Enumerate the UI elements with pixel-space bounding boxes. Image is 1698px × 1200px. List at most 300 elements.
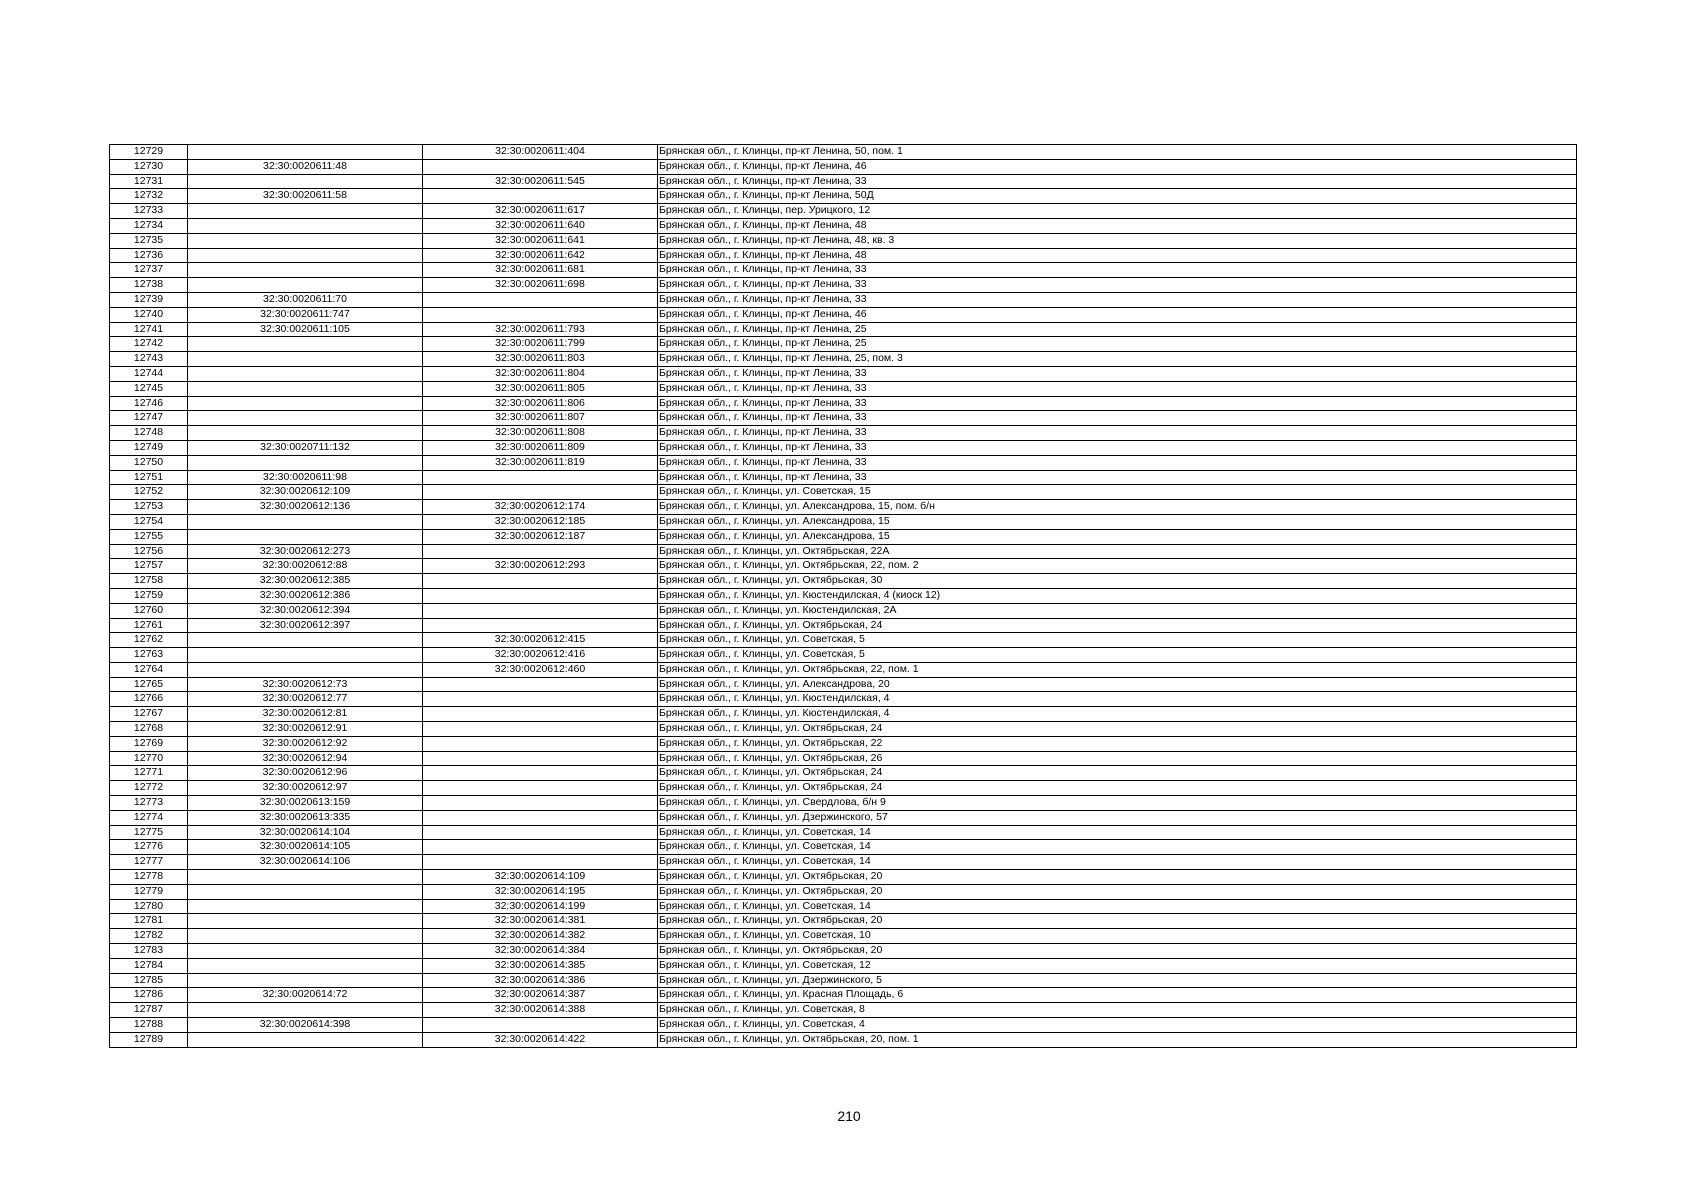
building-cadastral-number-cell: 32:30:0020614:381 <box>423 914 658 929</box>
land-cadastral-number-cell: 32:30:0020611:48 <box>188 159 423 174</box>
building-cadastral-number-cell: 32:30:0020614:109 <box>423 870 658 885</box>
address-cell: Брянская обл., г. Клинцы, ул. Октябрьская, 20 <box>658 870 1577 885</box>
land-cadastral-number-cell <box>188 529 423 544</box>
building-cadastral-number-cell: 32:30:0020611:819 <box>423 455 658 470</box>
table-row <box>110 884 1577 899</box>
address-cell: Брянская обл., г. Клинцы, ул. Советская, 5 <box>658 648 1577 663</box>
building-cadastral-number-cell: 32:30:0020614:384 <box>423 944 658 959</box>
building-cadastral-number-cell: 32:30:0020611:799 <box>423 337 658 352</box>
table-row <box>110 899 1577 914</box>
table-row <box>110 810 1577 825</box>
table-row <box>110 588 1577 603</box>
land-cadastral-number-cell <box>188 381 423 396</box>
building-cadastral-number-cell: 32:30:0020614:195 <box>423 884 658 899</box>
land-cadastral-number-cell: 32:30:0020613:335 <box>188 810 423 825</box>
land-cadastral-number-cell <box>188 352 423 367</box>
table-row <box>110 292 1577 307</box>
address-cell: Брянская обл., г. Клинцы, ул. Октябрьская, 24 <box>658 618 1577 633</box>
building-cadastral-number-cell <box>423 722 658 737</box>
address-cell: Брянская обл., г. Клинцы, пр-кт Ленина, 50, пом. 1 <box>658 145 1577 160</box>
row-number-cell: 12730 <box>110 159 188 174</box>
address-cell: Брянская обл., г. Клинцы, пр-кт Ленина, 48, кв. 3 <box>658 233 1577 248</box>
land-cadastral-number-cell <box>188 337 423 352</box>
address-cell: Брянская обл., г. Клинцы, пр-кт Ленина, 25 <box>658 322 1577 337</box>
land-cadastral-number-cell <box>188 145 423 160</box>
table-row <box>110 736 1577 751</box>
row-number-cell: 12773 <box>110 796 188 811</box>
row-number-cell: 12788 <box>110 1018 188 1033</box>
building-cadastral-number-cell <box>423 855 658 870</box>
row-number-cell: 12754 <box>110 514 188 529</box>
row-number-cell: 12742 <box>110 337 188 352</box>
building-cadastral-number-cell <box>423 751 658 766</box>
address-cell: Брянская обл., г. Клинцы, ул. Октябрьская, 24 <box>658 766 1577 781</box>
land-cadastral-number-cell: 32:30:0020611:105 <box>188 322 423 337</box>
address-cell: Брянская обл., г. Клинцы, пр-кт Ленина, 50Д <box>658 189 1577 204</box>
land-cadastral-number-cell: 32:30:0020612:397 <box>188 618 423 633</box>
address-cell: Брянская обл., г. Клинцы, пр-кт Ленина, 33 <box>658 455 1577 470</box>
table-row <box>110 929 1577 944</box>
row-number-cell: 12774 <box>110 810 188 825</box>
table-row <box>110 692 1577 707</box>
address-cell: Брянская обл., г. Клинцы, пр-кт Ленина, 46 <box>658 307 1577 322</box>
land-cadastral-number-cell <box>188 263 423 278</box>
row-number-cell: 12743 <box>110 352 188 367</box>
row-number-cell: 12756 <box>110 544 188 559</box>
row-number-cell: 12781 <box>110 914 188 929</box>
table-row <box>110 633 1577 648</box>
address-cell: Брянская обл., г. Клинцы, ул. Кюстендилская, 4 (киоск 12) <box>658 588 1577 603</box>
building-cadastral-number-cell: 32:30:0020611:617 <box>423 204 658 219</box>
table-body <box>110 145 1577 1048</box>
address-cell: Брянская обл., г. Клинцы, пр-кт Ленина, 25, пом. 3 <box>658 352 1577 367</box>
land-cadastral-number-cell <box>188 514 423 529</box>
table-row <box>110 233 1577 248</box>
row-number-cell: 12771 <box>110 766 188 781</box>
row-number-cell: 12747 <box>110 411 188 426</box>
land-cadastral-number-cell <box>188 944 423 959</box>
address-cell: Брянская обл., г. Клинцы, пр-кт Ленина, 33 <box>658 470 1577 485</box>
land-cadastral-number-cell: 32:30:0020612:77 <box>188 692 423 707</box>
row-number-cell: 12769 <box>110 736 188 751</box>
address-cell: Брянская обл., г. Клинцы, пр-кт Ленина, 33 <box>658 426 1577 441</box>
row-number-cell: 12766 <box>110 692 188 707</box>
building-cadastral-number-cell <box>423 544 658 559</box>
row-number-cell: 12760 <box>110 603 188 618</box>
building-cadastral-number-cell: 32:30:0020611:806 <box>423 396 658 411</box>
address-cell: Брянская обл., г. Клинцы, ул. Дзержинского, 5 <box>658 973 1577 988</box>
land-cadastral-number-cell <box>188 929 423 944</box>
land-cadastral-number-cell <box>188 366 423 381</box>
building-cadastral-number-cell <box>423 574 658 589</box>
address-cell: Брянская обл., г. Клинцы, ул. Октябрьская, 24 <box>658 722 1577 737</box>
table-row <box>110 825 1577 840</box>
table-row <box>110 352 1577 367</box>
land-cadastral-number-cell <box>188 884 423 899</box>
address-cell: Брянская обл., г. Клинцы, ул. Октябрьская, 24 <box>658 781 1577 796</box>
table-row <box>110 662 1577 677</box>
land-cadastral-number-cell <box>188 899 423 914</box>
row-number-cell: 12750 <box>110 455 188 470</box>
land-cadastral-number-cell <box>188 1032 423 1047</box>
building-cadastral-number-cell <box>423 1018 658 1033</box>
building-cadastral-number-cell: 32:30:0020614:387 <box>423 988 658 1003</box>
row-number-cell: 12738 <box>110 278 188 293</box>
table-row <box>110 559 1577 574</box>
row-number-cell: 12732 <box>110 189 188 204</box>
table-row <box>110 751 1577 766</box>
building-cadastral-number-cell <box>423 840 658 855</box>
building-cadastral-number-cell <box>423 825 658 840</box>
land-cadastral-number-cell <box>188 248 423 263</box>
row-number-cell: 12767 <box>110 707 188 722</box>
table-row <box>110 248 1577 263</box>
row-number-cell: 12764 <box>110 662 188 677</box>
table-row <box>110 973 1577 988</box>
table-row <box>110 1003 1577 1018</box>
building-cadastral-number-cell <box>423 485 658 500</box>
table-row <box>110 307 1577 322</box>
land-cadastral-number-cell: 32:30:0020611:70 <box>188 292 423 307</box>
address-cell: Брянская обл., г. Клинцы, ул. Советская, 8 <box>658 1003 1577 1018</box>
building-cadastral-number-cell: 32:30:0020614:385 <box>423 958 658 973</box>
address-cell: Брянская обл., г. Клинцы, пр-кт Ленина, 33 <box>658 440 1577 455</box>
address-cell: Брянская обл., г. Клинцы, ул. Советская, 5 <box>658 633 1577 648</box>
address-cell: Брянская обл., г. Клинцы, пр-кт Ленина, 33 <box>658 292 1577 307</box>
row-number-cell: 12772 <box>110 781 188 796</box>
building-cadastral-number-cell <box>423 588 658 603</box>
building-cadastral-number-cell: 32:30:0020612:293 <box>423 559 658 574</box>
building-cadastral-number-cell: 32:30:0020612:416 <box>423 648 658 663</box>
row-number-cell: 12745 <box>110 381 188 396</box>
land-cadastral-number-cell: 32:30:0020612:386 <box>188 588 423 603</box>
table-row <box>110 574 1577 589</box>
address-cell: Брянская обл., г. Клинцы, пр-кт Ленина, 33 <box>658 263 1577 278</box>
row-number-cell: 12786 <box>110 988 188 1003</box>
row-number-cell: 12753 <box>110 500 188 515</box>
building-cadastral-number-cell: 32:30:0020612:185 <box>423 514 658 529</box>
row-number-cell: 12758 <box>110 574 188 589</box>
building-cadastral-number-cell: 32:30:0020611:808 <box>423 426 658 441</box>
row-number-cell: 12733 <box>110 204 188 219</box>
page-number: 210 <box>837 1108 861 1124</box>
table-row <box>110 145 1577 160</box>
building-cadastral-number-cell <box>423 810 658 825</box>
land-cadastral-number-cell: 32:30:0020612:136 <box>188 500 423 515</box>
row-number-cell: 12737 <box>110 263 188 278</box>
building-cadastral-number-cell <box>423 159 658 174</box>
table-row <box>110 337 1577 352</box>
land-cadastral-number-cell: 32:30:0020612:96 <box>188 766 423 781</box>
building-cadastral-number-cell: 32:30:0020612:174 <box>423 500 658 515</box>
address-cell: Брянская обл., г. Клинцы, ул. Октябрьская, 20, пом. 1 <box>658 1032 1577 1047</box>
address-cell: Брянская обл., г. Клинцы, пр-кт Ленина, 46 <box>658 159 1577 174</box>
row-number-cell: 12784 <box>110 958 188 973</box>
address-cell: Брянская обл., г. Клинцы, ул. Александрова, 20 <box>658 677 1577 692</box>
land-cadastral-number-cell: 32:30:0020612:394 <box>188 603 423 618</box>
table-row <box>110 485 1577 500</box>
address-cell: Брянская обл., г. Клинцы, пр-кт Ленина, 33 <box>658 396 1577 411</box>
row-number-cell: 12759 <box>110 588 188 603</box>
table-row <box>110 514 1577 529</box>
table-row <box>110 781 1577 796</box>
land-cadastral-number-cell: 32:30:0020614:72 <box>188 988 423 1003</box>
building-cadastral-number-cell: 32:30:0020614:382 <box>423 929 658 944</box>
row-number-cell: 12748 <box>110 426 188 441</box>
row-number-cell: 12765 <box>110 677 188 692</box>
land-cadastral-number-cell <box>188 1003 423 1018</box>
address-cell: Брянская обл., г. Клинцы, ул. Октябрьская, 22, пом. 1 <box>658 662 1577 677</box>
building-cadastral-number-cell <box>423 292 658 307</box>
building-cadastral-number-cell <box>423 307 658 322</box>
row-number-cell: 12789 <box>110 1032 188 1047</box>
land-cadastral-number-cell: 32:30:0020612:81 <box>188 707 423 722</box>
address-cell: Брянская обл., г. Клинцы, пр-кт Ленина, 48 <box>658 248 1577 263</box>
land-cadastral-number-cell <box>188 233 423 248</box>
table-row <box>110 766 1577 781</box>
table-row <box>110 958 1577 973</box>
table-row <box>110 455 1577 470</box>
building-cadastral-number-cell <box>423 707 658 722</box>
address-cell: Брянская обл., г. Клинцы, пер. Урицкого, 12 <box>658 204 1577 219</box>
land-cadastral-number-cell: 32:30:0020612:91 <box>188 722 423 737</box>
building-cadastral-number-cell: 32:30:0020612:415 <box>423 633 658 648</box>
address-cell: Брянская обл., г. Клинцы, ул. Кюстендилская, 2А <box>658 603 1577 618</box>
row-number-cell: 12783 <box>110 944 188 959</box>
address-cell: Брянская обл., г. Клинцы, ул. Советская, 4 <box>658 1018 1577 1033</box>
building-cadastral-number-cell: 32:30:0020611:640 <box>423 218 658 233</box>
row-number-cell: 12770 <box>110 751 188 766</box>
row-number-cell: 12787 <box>110 1003 188 1018</box>
row-number-cell: 12740 <box>110 307 188 322</box>
address-cell: Брянская обл., г. Клинцы, ул. Советская, 15 <box>658 485 1577 500</box>
table-row <box>110 174 1577 189</box>
table-row <box>110 618 1577 633</box>
land-cadastral-number-cell: 32:30:0020612:97 <box>188 781 423 796</box>
address-cell: Брянская обл., г. Клинцы, ул. Октябрьская, 20 <box>658 914 1577 929</box>
building-cadastral-number-cell <box>423 781 658 796</box>
land-cadastral-number-cell: 32:30:0020613:159 <box>188 796 423 811</box>
building-cadastral-number-cell: 32:30:0020611:807 <box>423 411 658 426</box>
table-row <box>110 411 1577 426</box>
land-cadastral-number-cell <box>188 426 423 441</box>
building-cadastral-number-cell: 32:30:0020614:199 <box>423 899 658 914</box>
table-row <box>110 440 1577 455</box>
cadastral-table <box>109 144 1577 1048</box>
building-cadastral-number-cell <box>423 618 658 633</box>
land-cadastral-number-cell <box>188 870 423 885</box>
row-number-cell: 12731 <box>110 174 188 189</box>
building-cadastral-number-cell: 32:30:0020611:793 <box>423 322 658 337</box>
table-row <box>110 544 1577 559</box>
land-cadastral-number-cell: 32:30:0020612:385 <box>188 574 423 589</box>
address-cell: Брянская обл., г. Клинцы, ул. Октябрьская, 20 <box>658 884 1577 899</box>
building-cadastral-number-cell: 32:30:0020611:698 <box>423 278 658 293</box>
row-number-cell: 12782 <box>110 929 188 944</box>
row-number-cell: 12755 <box>110 529 188 544</box>
building-cadastral-number-cell <box>423 470 658 485</box>
table-row <box>110 840 1577 855</box>
land-cadastral-number-cell: 32:30:0020612:88 <box>188 559 423 574</box>
address-cell: Брянская обл., г. Клинцы, ул. Октябрьская, 22 <box>658 736 1577 751</box>
address-cell: Брянская обл., г. Клинцы, ул. Октябрьская, 22, пом. 2 <box>658 559 1577 574</box>
building-cadastral-number-cell <box>423 603 658 618</box>
building-cadastral-number-cell: 32:30:0020614:386 <box>423 973 658 988</box>
row-number-cell: 12761 <box>110 618 188 633</box>
row-number-cell: 12778 <box>110 870 188 885</box>
address-cell: Брянская обл., г. Клинцы, пр-кт Ленина, 48 <box>658 218 1577 233</box>
table-row <box>110 988 1577 1003</box>
building-cadastral-number-cell: 32:30:0020611:804 <box>423 366 658 381</box>
row-number-cell: 12744 <box>110 366 188 381</box>
address-cell: Брянская обл., г. Клинцы, пр-кт Ленина, 33 <box>658 366 1577 381</box>
row-number-cell: 12779 <box>110 884 188 899</box>
address-cell: Брянская обл., г. Клинцы, ул. Советская, 10 <box>658 929 1577 944</box>
building-cadastral-number-cell <box>423 677 658 692</box>
land-cadastral-number-cell: 32:30:0020611:58 <box>188 189 423 204</box>
address-cell: Брянская обл., г. Клинцы, ул. Советская, 14 <box>658 840 1577 855</box>
building-cadastral-number-cell <box>423 766 658 781</box>
land-cadastral-number-cell <box>188 411 423 426</box>
table-row <box>110 263 1577 278</box>
building-cadastral-number-cell: 32:30:0020612:187 <box>423 529 658 544</box>
address-cell: Брянская обл., г. Клинцы, ул. Александрова, 15 <box>658 529 1577 544</box>
building-cadastral-number-cell <box>423 189 658 204</box>
address-cell: Брянская обл., г. Клинцы, ул. Октябрьская, 30 <box>658 574 1577 589</box>
land-cadastral-number-cell: 32:30:0020612:94 <box>188 751 423 766</box>
address-cell: Брянская обл., г. Клинцы, пр-кт Ленина, 25 <box>658 337 1577 352</box>
building-cadastral-number-cell: 32:30:0020614:388 <box>423 1003 658 1018</box>
building-cadastral-number-cell: 32:30:0020611:545 <box>423 174 658 189</box>
table-row <box>110 944 1577 959</box>
building-cadastral-number-cell: 32:30:0020611:809 <box>423 440 658 455</box>
row-number-cell: 12749 <box>110 440 188 455</box>
building-cadastral-number-cell: 32:30:0020611:805 <box>423 381 658 396</box>
row-number-cell: 12775 <box>110 825 188 840</box>
land-cadastral-number-cell: 32:30:0020611:98 <box>188 470 423 485</box>
address-cell: Брянская обл., г. Клинцы, ул. Советская, 14 <box>658 825 1577 840</box>
row-number-cell: 12752 <box>110 485 188 500</box>
table-row <box>110 870 1577 885</box>
address-cell: Брянская обл., г. Клинцы, ул. Советская, 14 <box>658 899 1577 914</box>
land-cadastral-number-cell <box>188 204 423 219</box>
building-cadastral-number-cell: 32:30:0020611:642 <box>423 248 658 263</box>
address-cell: Брянская обл., г. Клинцы, ул. Октябрьская, 20 <box>658 944 1577 959</box>
land-cadastral-number-cell <box>188 648 423 663</box>
table-row <box>110 677 1577 692</box>
land-cadastral-number-cell: 32:30:0020614:106 <box>188 855 423 870</box>
address-cell: Брянская обл., г. Клинцы, ул. Александрова, 15 <box>658 514 1577 529</box>
land-cadastral-number-cell: 32:30:0020612:92 <box>188 736 423 751</box>
land-cadastral-number-cell: 32:30:0020612:273 <box>188 544 423 559</box>
building-cadastral-number-cell <box>423 796 658 811</box>
land-cadastral-number-cell <box>188 455 423 470</box>
table-row <box>110 204 1577 219</box>
table-row <box>110 218 1577 233</box>
land-cadastral-number-cell: 32:30:0020611:747 <box>188 307 423 322</box>
table-row <box>110 396 1577 411</box>
building-cadastral-number-cell: 32:30:0020612:460 <box>423 662 658 677</box>
table-row <box>110 189 1577 204</box>
table-row <box>110 707 1577 722</box>
land-cadastral-number-cell <box>188 662 423 677</box>
land-cadastral-number-cell <box>188 218 423 233</box>
land-cadastral-number-cell: 32:30:0020612:109 <box>188 485 423 500</box>
table-row <box>110 366 1577 381</box>
table-row <box>110 855 1577 870</box>
row-number-cell: 12757 <box>110 559 188 574</box>
row-number-cell: 12751 <box>110 470 188 485</box>
land-cadastral-number-cell <box>188 973 423 988</box>
address-cell: Брянская обл., г. Клинцы, ул. Октябрьская, 26 <box>658 751 1577 766</box>
address-cell: Брянская обл., г. Клинцы, ул. Октябрьская, 22А <box>658 544 1577 559</box>
row-number-cell: 12768 <box>110 722 188 737</box>
table-row <box>110 278 1577 293</box>
row-number-cell: 12746 <box>110 396 188 411</box>
table-row <box>110 159 1577 174</box>
table-row <box>110 722 1577 737</box>
land-cadastral-number-cell <box>188 914 423 929</box>
table-row <box>110 500 1577 515</box>
address-cell: Брянская обл., г. Клинцы, ул. Кюстендилская, 4 <box>658 692 1577 707</box>
row-number-cell: 12741 <box>110 322 188 337</box>
land-cadastral-number-cell: 32:30:0020614:104 <box>188 825 423 840</box>
row-number-cell: 12729 <box>110 145 188 160</box>
address-cell: Брянская обл., г. Клинцы, ул. Красная Площадь, 6 <box>658 988 1577 1003</box>
land-cadastral-number-cell: 32:30:0020614:398 <box>188 1018 423 1033</box>
land-cadastral-number-cell: 32:30:0020614:105 <box>188 840 423 855</box>
building-cadastral-number-cell: 32:30:0020614:422 <box>423 1032 658 1047</box>
building-cadastral-number-cell: 32:30:0020611:681 <box>423 263 658 278</box>
address-cell: Брянская обл., г. Клинцы, пр-кт Ленина, 33 <box>658 411 1577 426</box>
table-row <box>110 796 1577 811</box>
row-number-cell: 12777 <box>110 855 188 870</box>
table-row <box>110 914 1577 929</box>
building-cadastral-number-cell: 32:30:0020611:641 <box>423 233 658 248</box>
row-number-cell: 12734 <box>110 218 188 233</box>
address-cell: Брянская обл., г. Клинцы, ул. Дзержинского, 57 <box>658 810 1577 825</box>
building-cadastral-number-cell <box>423 736 658 751</box>
table-row <box>110 322 1577 337</box>
table-row <box>110 1032 1577 1047</box>
building-cadastral-number-cell: 32:30:0020611:404 <box>423 145 658 160</box>
address-cell: Брянская обл., г. Клинцы, ул. Советская, 12 <box>658 958 1577 973</box>
building-cadastral-number-cell <box>423 692 658 707</box>
address-cell: Брянская обл., г. Клинцы, ул. Александрова, 15, пом. б/н <box>658 500 1577 515</box>
row-number-cell: 12763 <box>110 648 188 663</box>
address-cell: Брянская обл., г. Клинцы, пр-кт Ленина, 33 <box>658 174 1577 189</box>
table-row <box>110 648 1577 663</box>
land-cadastral-number-cell <box>188 396 423 411</box>
row-number-cell: 12785 <box>110 973 188 988</box>
table-row <box>110 381 1577 396</box>
land-cadastral-number-cell <box>188 174 423 189</box>
table-row <box>110 603 1577 618</box>
land-cadastral-number-cell: 32:30:0020711:132 <box>188 440 423 455</box>
land-cadastral-number-cell: 32:30:0020612:73 <box>188 677 423 692</box>
address-cell: Брянская обл., г. Клинцы, ул. Свердлова, б/н 9 <box>658 796 1577 811</box>
table-row <box>110 470 1577 485</box>
table-row <box>110 1018 1577 1033</box>
address-cell: Брянская обл., г. Клинцы, пр-кт Ленина, 33 <box>658 381 1577 396</box>
row-number-cell: 12776 <box>110 840 188 855</box>
table-row <box>110 529 1577 544</box>
row-number-cell: 12780 <box>110 899 188 914</box>
address-cell: Брянская обл., г. Клинцы, пр-кт Ленина, 33 <box>658 278 1577 293</box>
address-cell: Брянская обл., г. Клинцы, ул. Советская, 14 <box>658 855 1577 870</box>
building-cadastral-number-cell: 32:30:0020611:803 <box>423 352 658 367</box>
land-cadastral-number-cell <box>188 278 423 293</box>
